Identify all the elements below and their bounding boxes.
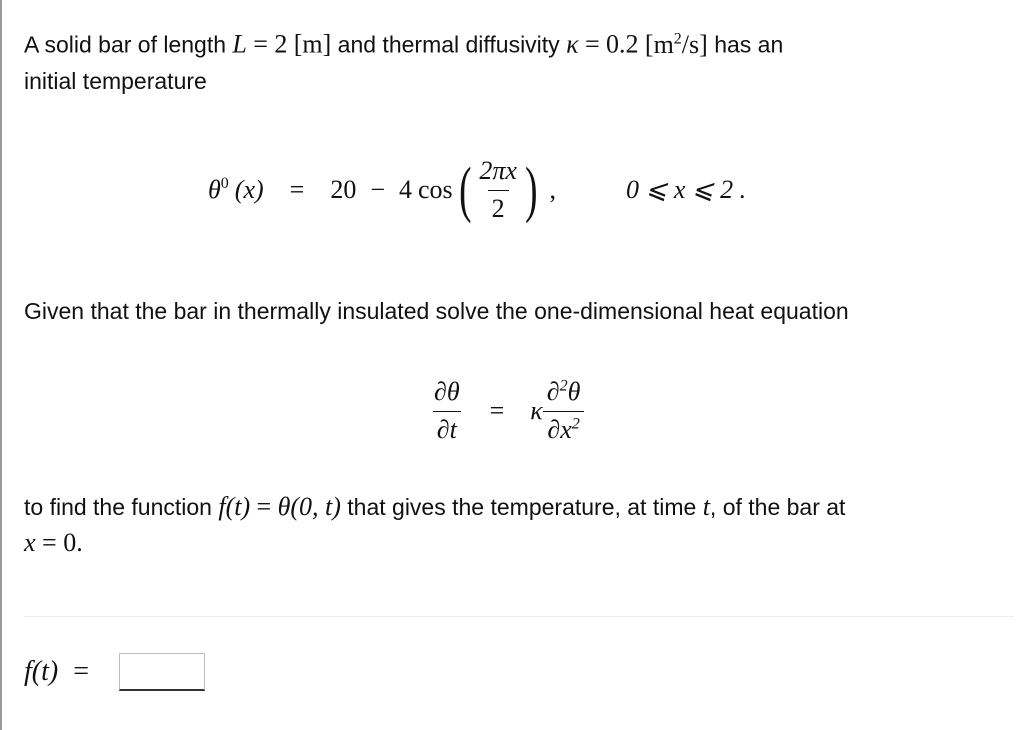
initial-temperature-equation: θ $^0$ (x) = 20 − 4 cos ( $\frac{2\pi x}{2}$ ) , 0 ⩽ x ⩽ 2 . — [208, 156, 747, 224]
section-divider — [24, 616, 1014, 617]
rhs-derivative-fraction: $\frac{\partial^2\theta}{\partial x^2}$ — [543, 377, 585, 445]
heat-equation-intro: Given that the bar in thermally insulated solve the one-dimensional heat equation — [24, 298, 849, 324]
answer-input[interactable] — [119, 653, 205, 691]
answer-label: f(t) = — [24, 656, 90, 687]
goal-statement — [24, 489, 845, 561]
heat-equation: $\frac{\partial\theta}{\partial t}$ = κ $\frac{\partial^2\theta}{\partial x^2}$ — [430, 366, 584, 456]
problem-line-1: A solid bar of length L = 2 [m] and thermal diffusivity κ = 0.2 $[m^2/s]$ has an — [24, 29, 784, 59]
cos-argument-fraction: $\frac{2\pi x}{2}$ — [479, 156, 517, 223]
problem-line-2: initial temperature — [24, 67, 207, 94]
right-paren: ) — [525, 156, 538, 224]
lhs-derivative-fraction: $\frac{\partial\theta}{\partial t}$ — [434, 377, 460, 444]
left-paren: ( — [458, 156, 472, 224]
goal-line-2: x = 0. — [24, 528, 83, 557]
problem-statement — [24, 21, 783, 99]
goal-line-1: to find the function f(t) = θ(0, t) that gives the temperature, at time t, of the bar at — [24, 492, 846, 521]
left-border — [0, 0, 2, 730]
